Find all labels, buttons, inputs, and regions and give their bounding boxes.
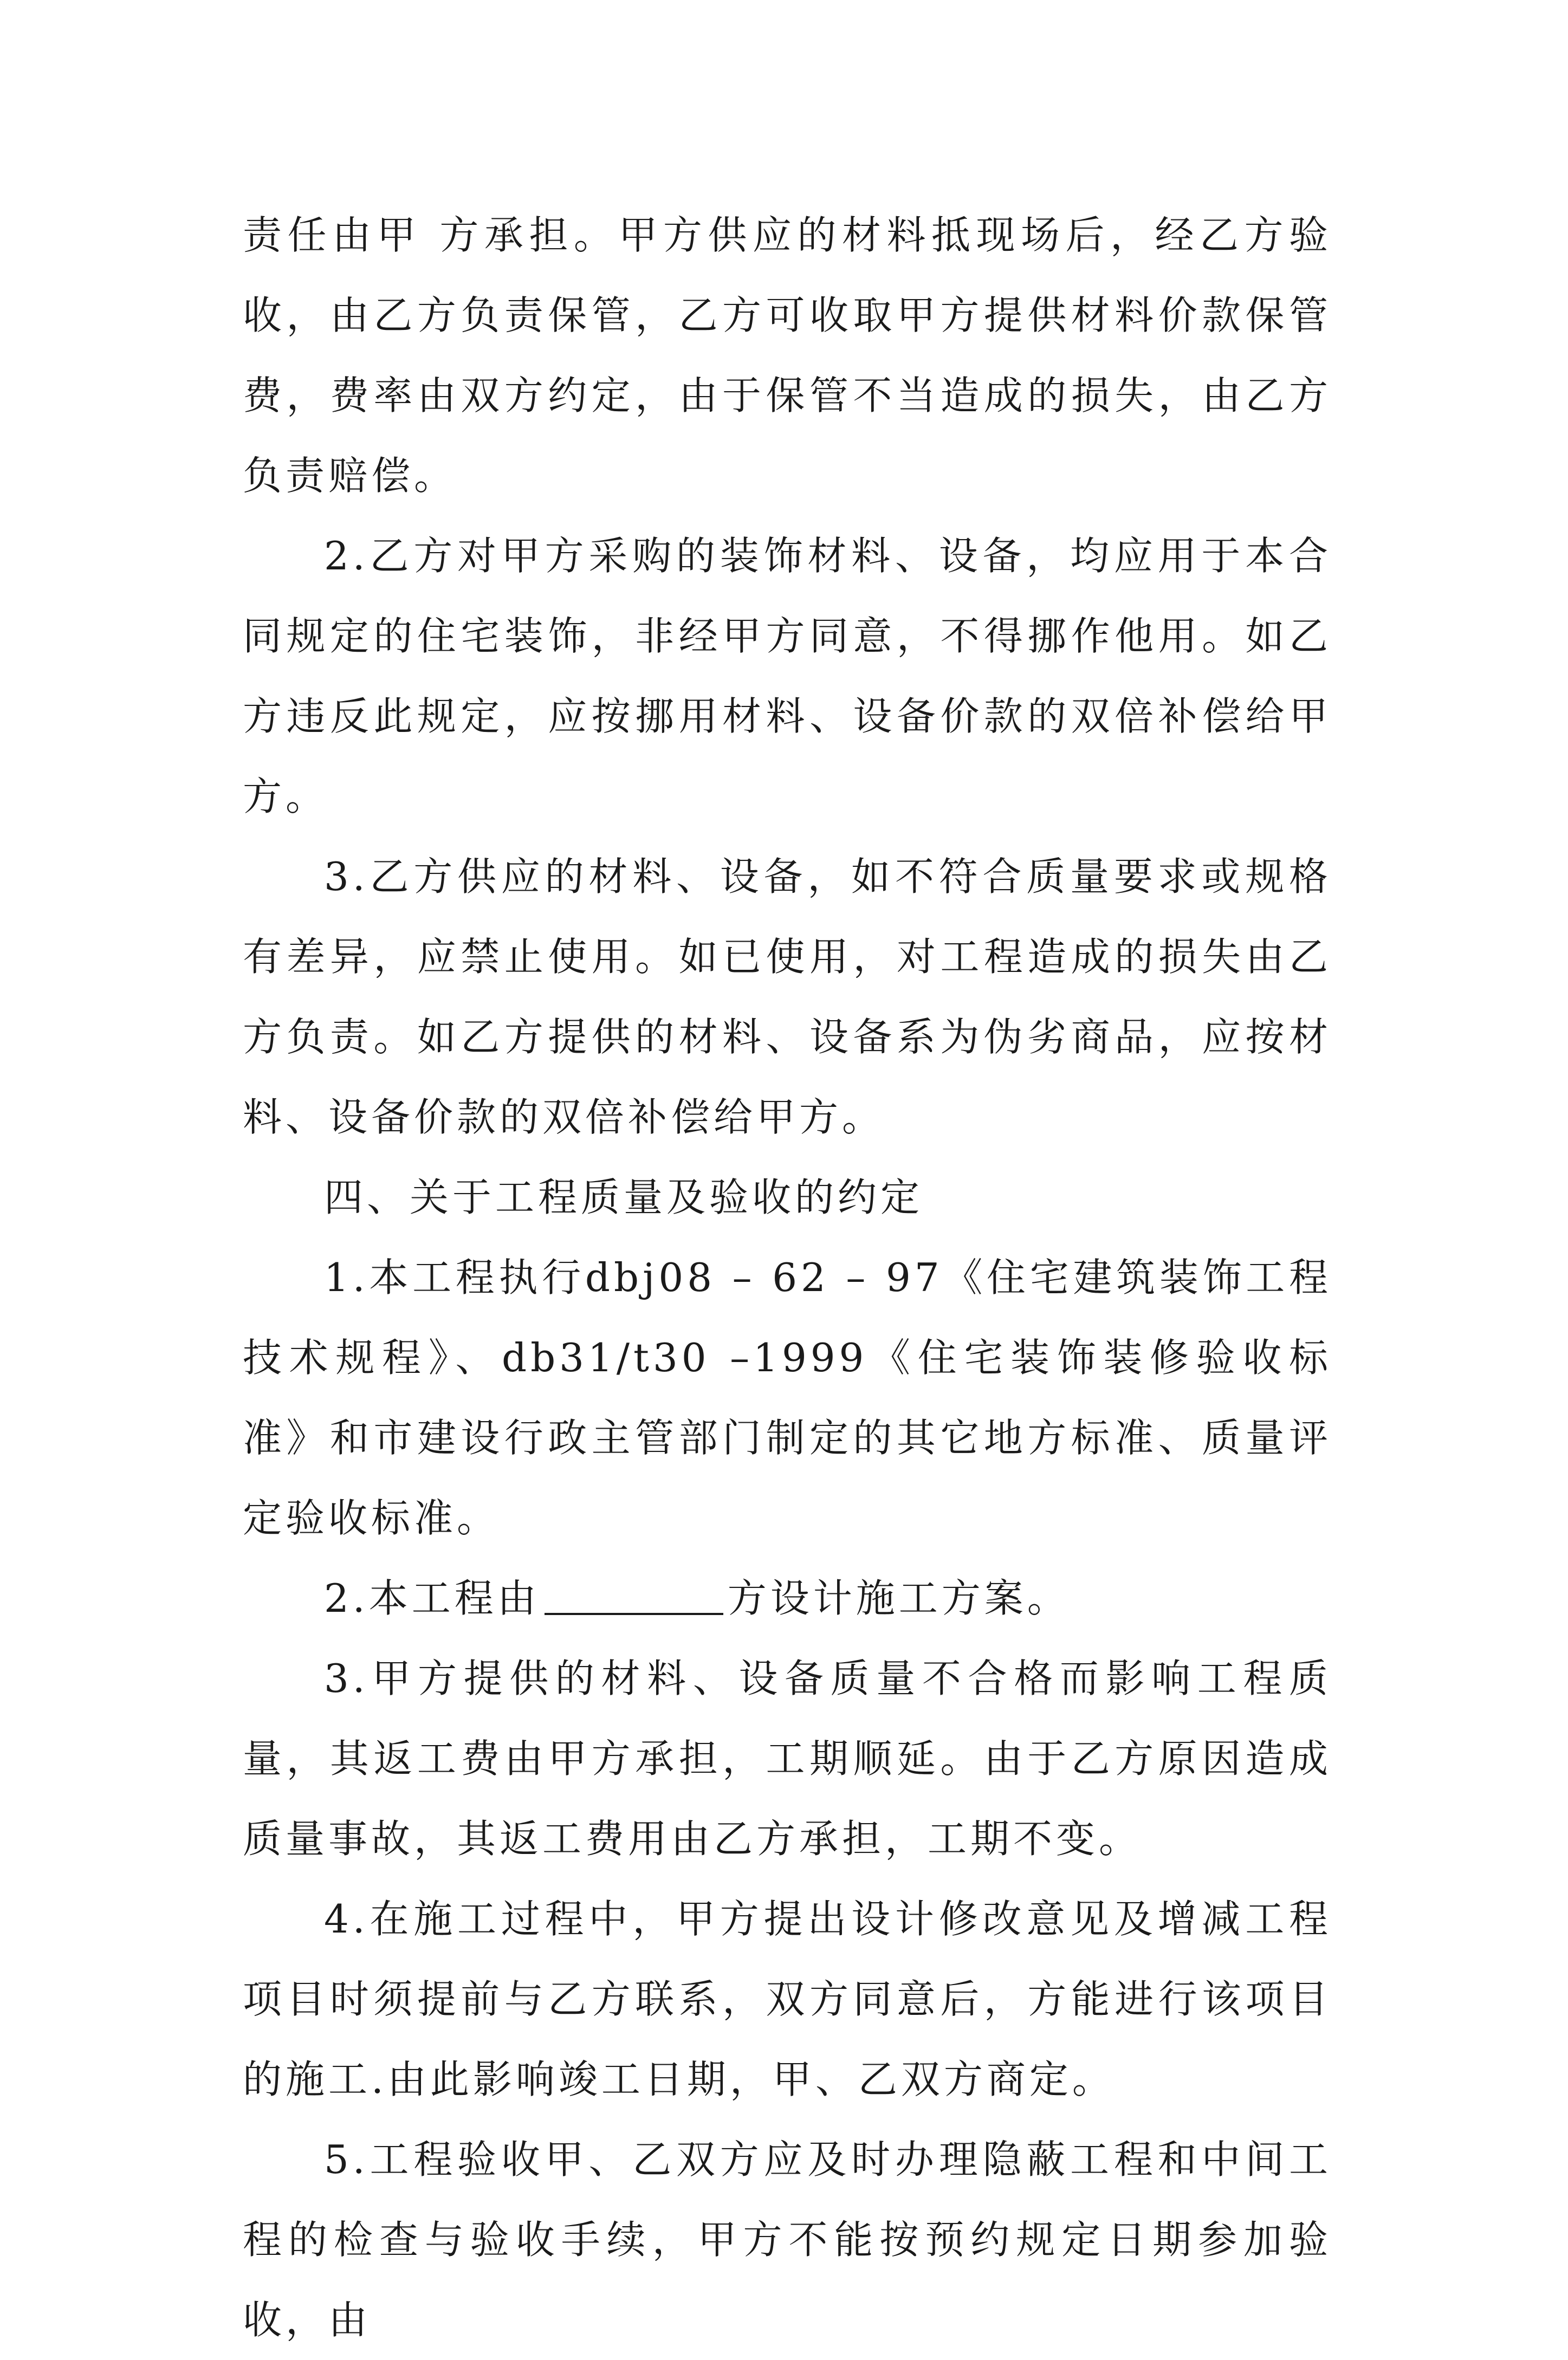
- clause-4-2-tail: 方设计施工方案。: [727, 1576, 1070, 1621]
- clause-4-4: 4.在施工过程中，甲方提出设计修改意见及增减工程项目时须提前与乙方联系，双方同意后，方能进行该项目的施工.由此影响竣工日期，甲、乙双方商定。: [243, 1896, 1332, 2102]
- section-heading-4: 四、关于工程质量及验收的约定: [324, 1175, 924, 1220]
- clause-4-5: 5.工程验收甲、乙双方应及时办理隐蔽工程和中间工程的检查与验收手续，甲方不能按预约规定日期参加验收，由: [243, 2137, 1332, 2343]
- clause-4-2: [243, 1558, 1332, 1638]
- document-page: [243, 195, 1332, 2360]
- clause-3-2: 2.乙方对甲方采购的装饰材料、设备，均应用于本合同规定的住宅装饰，非经甲方同意，不得挪作他用。如乙方违反此规定，应按挪用材料、设备价款的双倍补偿给甲方。: [243, 533, 1332, 819]
- clause-4-2-lead: 2.本工程由: [324, 1576, 540, 1621]
- fill-in-blank[interactable]: [545, 1575, 723, 1615]
- clause-4-1: 1.本工程执行dbj08 – 62 – 97《住宅建筑装饰工程技术规程》、db31/t30 –1999《住宅装饰装修验收标准》和市建设行政主管部门制定的其它地方标准、质量评定验收标准。: [243, 1255, 1332, 1541]
- clause-4-3: 3.甲方提供的材料、设备质量不合格而影响工程质量，其返工费由甲方承担，工期顺延。由于乙方原因造成质量事故，其返工费用由乙方承担，工期不变。: [243, 1656, 1332, 1862]
- paragraph-continuation: 责任由甲 方承担。甲方供应的材料抵现场后，经乙方验收，由乙方负责保管，乙方可收取甲方提供材料价款保管费，费率由双方约定，由于保管不当造成的损失，由乙方负责赔偿。: [243, 212, 1332, 498]
- clause-3-3: 3.乙方供应的材料、设备，如不符合质量要求或规格有差异，应禁止使用。如已使用，对工程造成的损失由乙方负责。如乙方提供的材料、设备系为伪劣商品，应按材料、设备价款的双倍补偿给甲方。: [243, 854, 1332, 1140]
